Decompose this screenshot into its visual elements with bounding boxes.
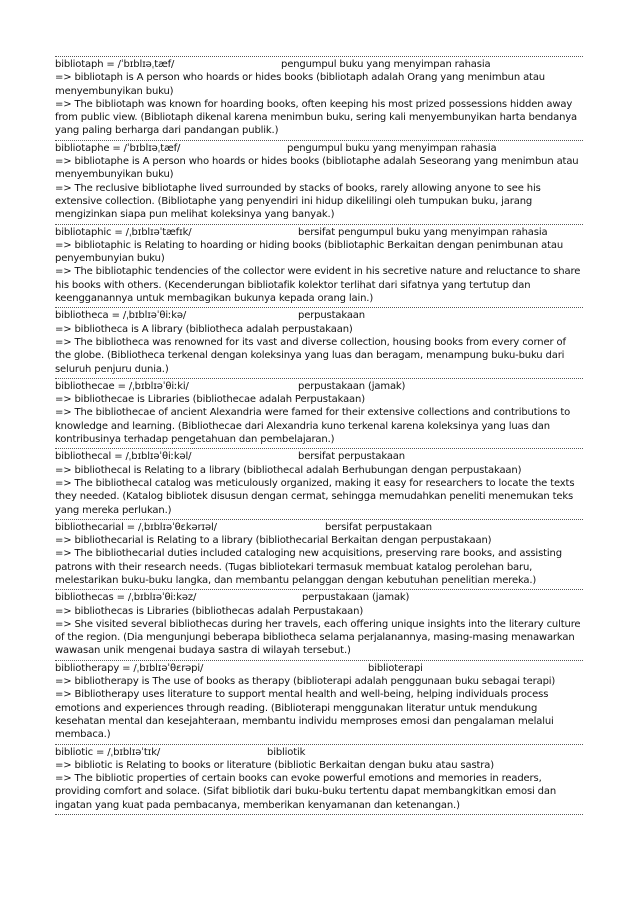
entry-header <box>55 746 583 759</box>
definition-text: => bibliothecae is Libraries (bibliothecae adalah Perpustakaan) <box>55 394 365 406</box>
vocabulary-entry <box>55 56 583 140</box>
indonesian-meaning: bibliotik <box>267 746 306 758</box>
indonesian-meaning: perpustakaan (jamak) <box>302 592 410 604</box>
headword-pronunciation: bibliotaphic = /ˌbɪblɪəˈtæfɪk/ <box>55 226 192 238</box>
vocabulary-entry <box>55 519 583 589</box>
example-sentence: => She visited several bibliothecas during her travels, each offering unique insights into the literary culture of the region. (Dia mengunjungi beberapa bibliotheca selama perjalanannya, masing-masing menawarkan wawasan unik mengenai budaya sastra di wilayah tersebut.) <box>55 618 581 657</box>
definition-text: => bibliothecal is Relating to a library (bibliothecal adalah Berhubungan dengan perpustakaan) <box>55 464 522 476</box>
entry-header <box>55 662 583 675</box>
vocabulary-entry <box>55 140 583 224</box>
headword-pronunciation: bibliotaphe = /ˈbɪblɪəˌtæf/ <box>55 142 181 154</box>
vocabulary-list <box>55 56 583 815</box>
definition-text: => bibliotherapy is The use of books as therapy (biblioterapi adalah penggunaan buku sebagai terapi) <box>55 676 556 688</box>
definition-text: => bibliotaphe is A person who hoards or hides books (bibliotaphe adalah Seseorang yang menimbun atau menyembunyikan buku) <box>55 156 579 181</box>
headword-pronunciation: bibliothecarial = /ˌbɪblɪəˈθɛkərɪəl/ <box>55 521 217 533</box>
headword-pronunciation: bibliothecas = /ˌbɪblɪəˈθiːkəz/ <box>55 592 197 604</box>
vocabulary-entry <box>55 307 583 377</box>
example-sentence: => Bibliotherapy uses literature to support mental health and well-being, helping individuals process emotions and experiences through reading. (Biblioterapi menggunakan literatur untuk mendukung kesehatan mental dan kesejahteraan, membantu individu memproses emosi dan pengalaman melalui membaca.) <box>55 689 554 741</box>
vocabulary-entry <box>55 224 583 308</box>
example-sentence: => The bibliothecae of ancient Alexandria were famed for their extensive collections and contributions to knowledge and learning. (Bibliothecae dari Alexandria kuno terkenal karena koleksinya yang luas dan kontribusinya terhadap pengetahuan dan pembelajaran.) <box>55 407 571 446</box>
definition-text: => bibliotic is Relating to books or literature (bibliotic Berkaitan dengan buku atau sastra) <box>55 759 494 771</box>
definition-text: => bibliotaphic is Relating to hoarding or hiding books (bibliotaphic Berkaitan dengan penimbunan atau penyembunyian buku) <box>55 239 564 265</box>
indonesian-meaning: perpustakaan <box>298 310 365 322</box>
indonesian-meaning: bersifat perpustakaan <box>325 521 432 533</box>
entry-header <box>55 380 583 393</box>
entry-header <box>55 226 583 239</box>
example-sentence: => The bibliotic properties of certain books can evoke powerful emotions and memories in readers, providing comfort and solace. (Sifat bibliotik dari buku-buku tertentu dapat membangkitkan emosi dan ingatan yang kuat pada pembacanya, memberikan kenyamanan dan ketenangan.) <box>55 773 557 811</box>
entry-header <box>55 309 583 322</box>
vocabulary-entry <box>55 589 583 659</box>
indonesian-meaning: pengumpul buku yang menyimpan rahasia <box>287 142 497 154</box>
vocabulary-entry <box>55 744 583 815</box>
headword-pronunciation: bibliotaph = /ˈbɪblɪəˌtæf/ <box>55 59 175 70</box>
entry-header <box>55 142 583 155</box>
entry-header <box>55 58 583 71</box>
indonesian-meaning: pengumpul buku yang menyimpan rahasia <box>281 59 491 70</box>
headword-pronunciation: bibliothecae = /ˌbɪblɪəˈθiːki/ <box>55 380 189 392</box>
example-sentence: => The bibliotheca was renowned for its vast and diverse collection, housing books from every corner of the globe. (Bibliotheca terkenal dengan koleksinya yang luas dan beragam, menampung buku-buku dari seluruh penjuru dunia.) <box>55 336 566 375</box>
vocabulary-entry <box>55 448 583 518</box>
example-sentence: => The reclusive bibliotaphe lived surrounded by stacks of books, rarely allowing anyone to see his extensive collection. (Bibliotaphe yang penyendiri ini hidup dikelilingi oleh tumpukan buku, jarang mengizinkan siapa pun melihat koleksinya yang banyak.) <box>55 182 541 221</box>
headword-pronunciation: bibliothecal = /ˌbɪblɪəˈθiːkəl/ <box>55 451 192 463</box>
definition-text: => bibliotaph is A person who hoards or hides books (bibliotaph adalah Orang yang menimbun atau menyembunyikan buku) <box>55 72 545 97</box>
headword-pronunciation: bibliotherapy = /ˌbɪblɪəˈθɛrəpi/ <box>55 662 204 674</box>
indonesian-meaning: perpustakaan (jamak) <box>298 380 406 392</box>
entry-header <box>55 591 583 604</box>
definition-text: => bibliothecarial is Relating to a library (bibliothecarial Berkaitan dengan perpustakaan) <box>55 535 492 547</box>
entry-header <box>55 450 583 463</box>
indonesian-meaning: bersifat perpustakaan <box>298 451 405 463</box>
indonesian-meaning: bersifat pengumpul buku yang menyimpan rahasia <box>298 226 548 238</box>
example-sentence: => The bibliotaphic tendencies of the collector were evident in his secretive nature and reluctance to share his books with others. (Kecenderungan bibliotafik kolektor terlihat dari sifatnya yang tertutup dan keengganannya untuk membagikan bukunya kepada orang lain.) <box>55 266 581 305</box>
example-sentence: => The bibliothecal catalog was meticulously organized, making it easy for researchers to locate the texts they needed. (Katalog bibliotek disusun dengan cermat, sehingga memudahkan peneliti menemukan teks yang mereka perlukan.) <box>55 477 575 516</box>
definition-text: => bibliothecas is Libraries (bibliothecas adalah Perpustakaan) <box>55 605 364 617</box>
headword-pronunciation: bibliotheca = /ˌbɪblɪəˈθiːkə/ <box>55 310 187 322</box>
entry-header <box>55 521 583 534</box>
vocabulary-entry <box>55 378 583 448</box>
definition-text: => bibliotheca is A library (bibliotheca adalah perpustakaan) <box>55 323 353 335</box>
example-sentence: => The bibliotaph was known for hoarding books, often keeping his most prized possessions hidden away from public view. (Bibliotaph dikenal karena menimbun buku, sering kali menyembunyikan harta bendanya yang paling berharga dari pandangan publik.) <box>55 98 578 137</box>
example-sentence: => The bibliothecarial duties included cataloging new acquisitions, preserving rare books, and assisting patrons with their research needs. (Tugas bibliotekari termasuk membuat katalog perolehan baru, melestarikan buku-buku langka, dan membantu pelanggan dengan kebutuhan penelitian mereka.) <box>55 548 562 586</box>
indonesian-meaning: biblioterapi <box>368 662 423 674</box>
headword-pronunciation: bibliotic = /ˌbɪblɪəˈtɪk/ <box>55 746 161 758</box>
vocabulary-entry <box>55 660 583 744</box>
